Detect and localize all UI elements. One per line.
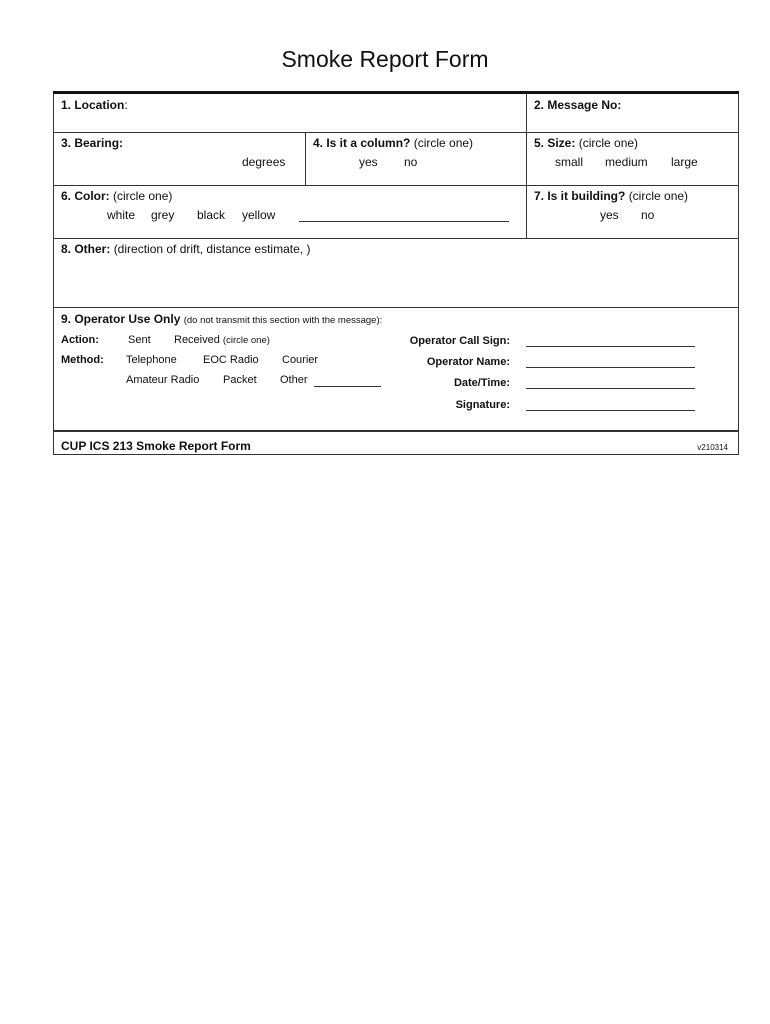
signature-label: Signature: xyxy=(455,399,510,411)
method-option-eoc-radio[interactable]: EOC Radio xyxy=(203,354,259,366)
building-option-no[interactable]: no xyxy=(641,208,655,222)
color-other-blank[interactable] xyxy=(299,221,509,222)
operator-name-blank[interactable] xyxy=(526,367,695,368)
color-option-grey[interactable]: grey xyxy=(151,208,175,222)
bearing-label: 3. Bearing: xyxy=(61,136,124,150)
color-option-yellow[interactable]: yellow xyxy=(242,208,276,222)
action-option-received[interactable]: Received (circle one) xyxy=(174,334,270,346)
col-divider xyxy=(526,185,527,238)
row-divider xyxy=(54,185,738,186)
building-option-yes[interactable]: yes xyxy=(600,208,619,222)
action-label: Action: xyxy=(61,334,99,346)
date-time-blank[interactable] xyxy=(526,388,695,389)
method-option-packet[interactable]: Packet xyxy=(223,374,257,386)
size-option-large[interactable]: large xyxy=(671,155,698,169)
size-option-medium[interactable]: medium xyxy=(605,155,648,169)
method-option-other[interactable]: Other xyxy=(280,374,308,386)
method-option-courier[interactable]: Courier xyxy=(282,354,319,366)
form-name: CUP ICS 213 Smoke Report Form xyxy=(61,439,251,453)
smoke-report-form xyxy=(53,91,739,455)
location-field[interactable] xyxy=(61,98,128,112)
other-question[interactable]: 8. Other: (direction of drift, distance estimate, ) xyxy=(61,242,311,256)
row-divider xyxy=(54,430,738,432)
column-option-no[interactable]: no xyxy=(404,155,418,169)
size-question: 5. Size: (circle one) xyxy=(534,136,639,150)
method-label: Method: xyxy=(61,354,104,366)
message-no-label: 2. Message No: xyxy=(534,98,622,112)
operator-name-label: Operator Name: xyxy=(426,356,510,368)
row-divider xyxy=(54,238,738,239)
page-title: Smoke Report Form xyxy=(281,46,489,72)
operator-section-heading: 9. Operator Use Only (do not transmit this section with the message): xyxy=(61,312,383,326)
method-option-amateur-radio[interactable]: Amateur Radio xyxy=(126,374,200,386)
col-divider xyxy=(526,94,527,132)
form-version: v210314 xyxy=(697,443,728,452)
column-option-yes[interactable]: yes xyxy=(359,155,378,169)
color-option-black[interactable]: black xyxy=(197,208,226,222)
location-label: 1. Location xyxy=(61,98,125,112)
row-divider xyxy=(54,132,738,133)
location-colon: : xyxy=(124,98,128,112)
color-question: 6. Color: (circle one) xyxy=(61,189,173,203)
date-time-label: Date/Time: xyxy=(453,377,510,389)
column-question: 4. Is it a column? (circle one) xyxy=(313,136,474,150)
method-option-telephone[interactable]: Telephone xyxy=(126,354,177,366)
bearing-unit: degrees xyxy=(242,155,286,169)
size-option-small[interactable]: small xyxy=(555,155,584,169)
col-divider xyxy=(526,132,527,185)
building-question: 7. Is it building? (circle one) xyxy=(534,189,689,203)
col-divider xyxy=(305,132,306,185)
call-sign-label: Operator Call Sign: xyxy=(409,335,510,347)
signature-blank[interactable] xyxy=(526,410,695,411)
action-option-sent[interactable]: Sent xyxy=(128,334,151,346)
row-divider xyxy=(54,307,738,308)
color-option-white[interactable]: white xyxy=(107,208,136,222)
call-sign-blank[interactable] xyxy=(526,346,695,347)
